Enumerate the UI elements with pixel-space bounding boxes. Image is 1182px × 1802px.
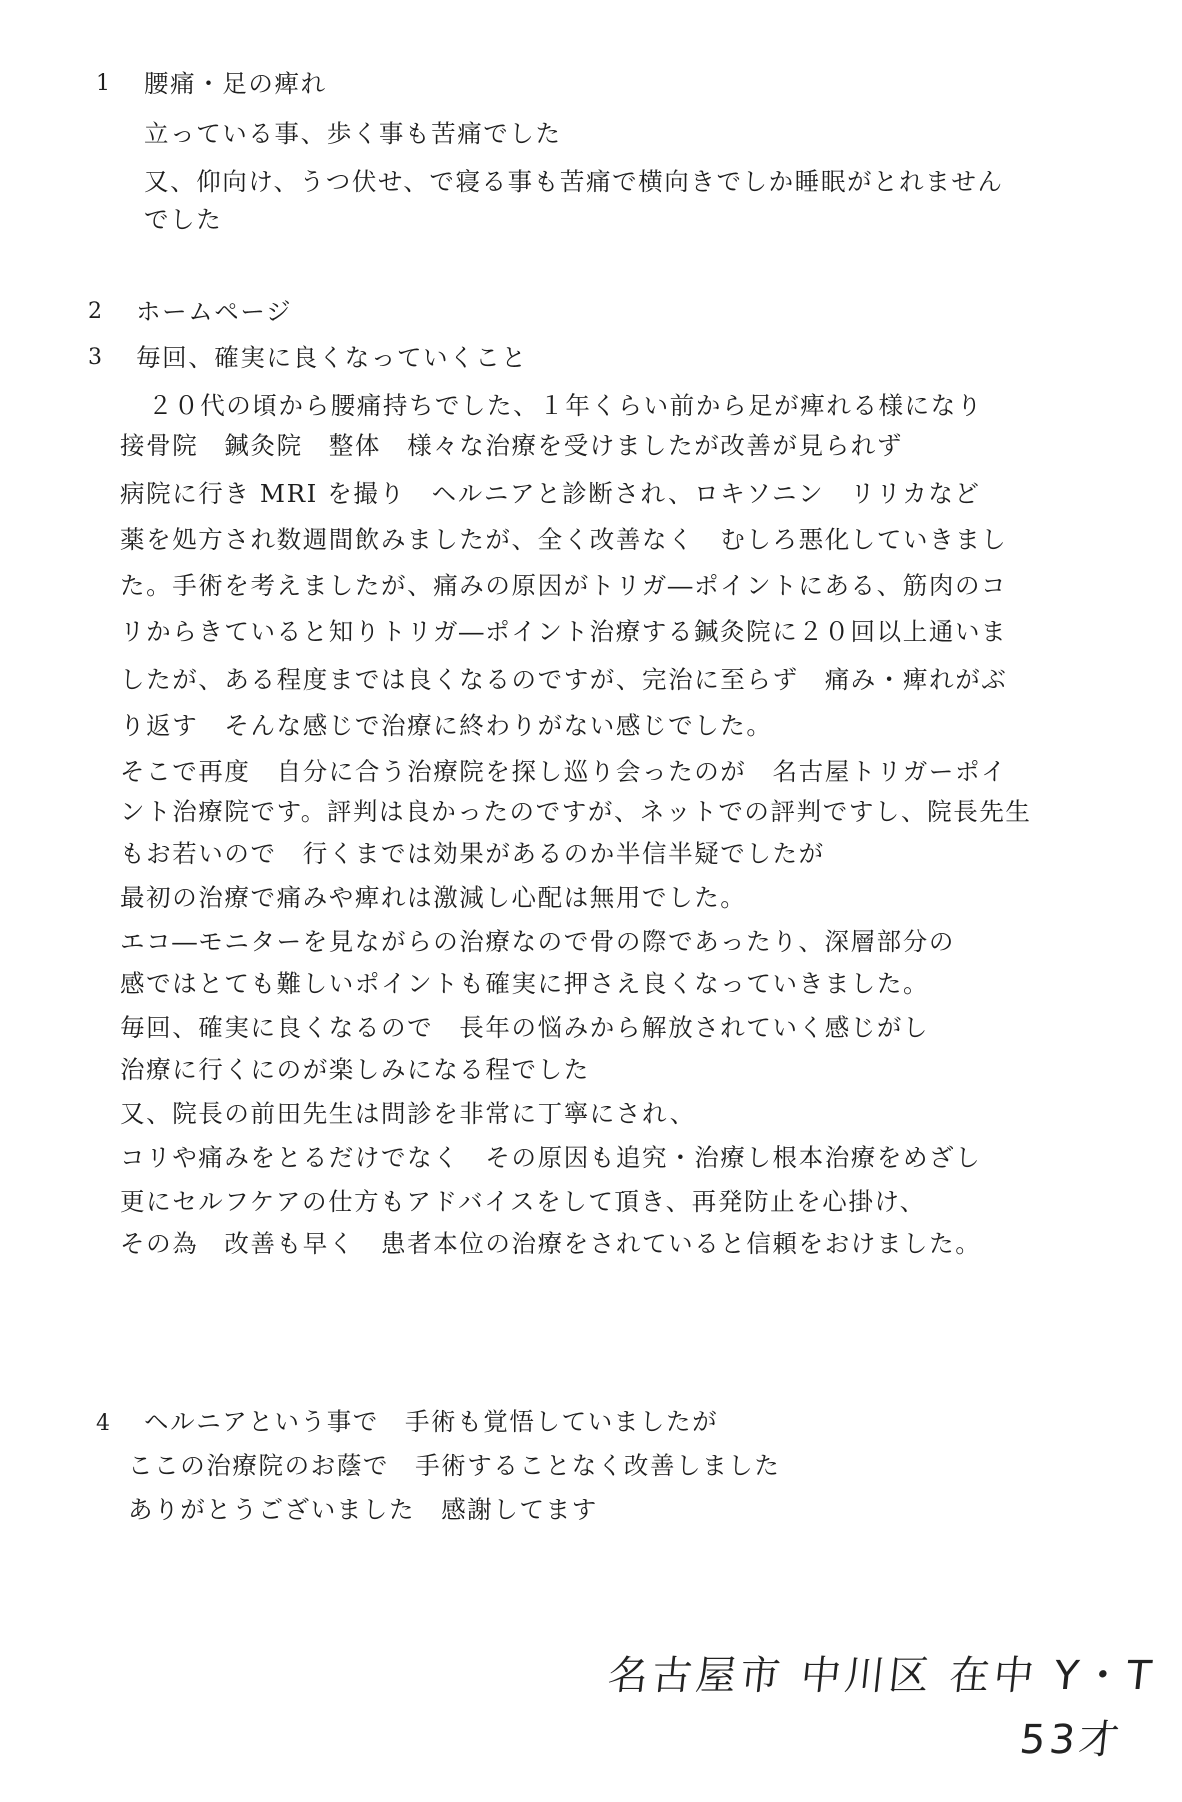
section-3-line: 更にセルフケアの仕方もアドバイスをして頂き、再発防止を心掛け、 bbox=[120, 1187, 926, 1216]
section-3-line: 最初の治療で痛みや痺れは激減し心配は無用でした。 bbox=[120, 883, 747, 912]
section-3-line: したが、ある程度までは良くなるのですが、完治に至らず 痛み・痺れがぶ bbox=[120, 665, 1008, 694]
section-1-number: 1 bbox=[96, 71, 110, 96]
section-3-line: り返す そんな感じで治療に終わりがない感じでした。 bbox=[120, 711, 773, 740]
section-3-line: ２０代の頃から腰痛持ちでした、１年くらい前から足が痺れる様になり bbox=[148, 391, 983, 420]
section-1-line: でした bbox=[144, 205, 223, 234]
section-3-line: た。手術を考えましたが、痛みの原因がトリガ―ポイントにある、筋肉のコ bbox=[120, 571, 1008, 600]
section-3-line: 毎回、確実に良くなるので 長年の悩みから解放されていく感じがし bbox=[120, 1013, 930, 1042]
section-3-line: もお若いので 行くまでは効果があるのか半信半疑でしたが bbox=[120, 839, 825, 868]
section-1-line: 立っている事、歩く事も苦痛でした bbox=[144, 119, 562, 148]
section-3-line: その為 改善も早く 患者本位の治療をされていると信頼をおけました。 bbox=[120, 1229, 982, 1258]
section-4-number: 4 bbox=[96, 1411, 110, 1436]
section-3-number: 3 bbox=[88, 345, 102, 370]
section-4-line: ここの治療院のお蔭で 手術することなく改善しました bbox=[128, 1451, 781, 1480]
section-3-line: 接骨院 鍼灸院 整体 様々な治療を受けましたが改善が見られず bbox=[120, 431, 903, 460]
signature-location-initials: 名古屋市 中川区 在中 Y・T bbox=[605, 1653, 1158, 1699]
section-4-line: ありがとうございました 感謝してます bbox=[128, 1495, 598, 1524]
section-1-heading: 腰痛・足の痺れ bbox=[144, 69, 327, 98]
section-2-number: 2 bbox=[88, 299, 102, 324]
section-1-line: 又、仰向け、うつ伏せ、で寝る事も苦痛で横向きでしか睡眠がとれません bbox=[144, 167, 1004, 196]
section-3-heading: 毎回、確実に良くなっていくこと bbox=[136, 343, 528, 372]
signature-age: 53才 bbox=[1017, 1717, 1126, 1763]
section-3-line: リからきていると知りトリガ―ポイント治療する鍼灸院に２０回以上通いま bbox=[120, 617, 1008, 646]
section-3-line: コリや痛みをとるだけでなく その原因も追究・治療し根本治療をめざし bbox=[120, 1143, 982, 1172]
section-4-heading: ヘルニアという事で 手術も覚悟していましたが bbox=[144, 1407, 719, 1436]
section-3-line: そこで再度 自分に合う治療院を探し巡り会ったのが 名古屋トリガーポイ bbox=[120, 757, 1008, 786]
section-3-line: エコ―モニターを見ながらの治療なので骨の際であったり、深層部分の bbox=[120, 927, 955, 956]
section-3-line: ント治療院です。評判は良かったのですが、ネットでの評判ですし、院長先生 bbox=[120, 797, 1032, 826]
section-3-line: 又、院長の前田先生は問診を非常に丁寧にされ、 bbox=[120, 1099, 696, 1128]
section-3-line: 病院に行き MRI を撮り ヘルニアと診断され、ロキソニン リリカなど bbox=[120, 479, 981, 508]
section-3-line: 治療に行くにのが楽しみになる程でした bbox=[120, 1055, 590, 1084]
section-3-line: 感ではとても難しいポイントも確実に押さえ良くなっていきました。 bbox=[120, 969, 930, 998]
section-3-line: 薬を処方され数週間飲みましたが、全く改善なく むしろ悪化していきまし bbox=[120, 525, 1008, 554]
section-2-heading: ホームページ bbox=[136, 297, 293, 326]
